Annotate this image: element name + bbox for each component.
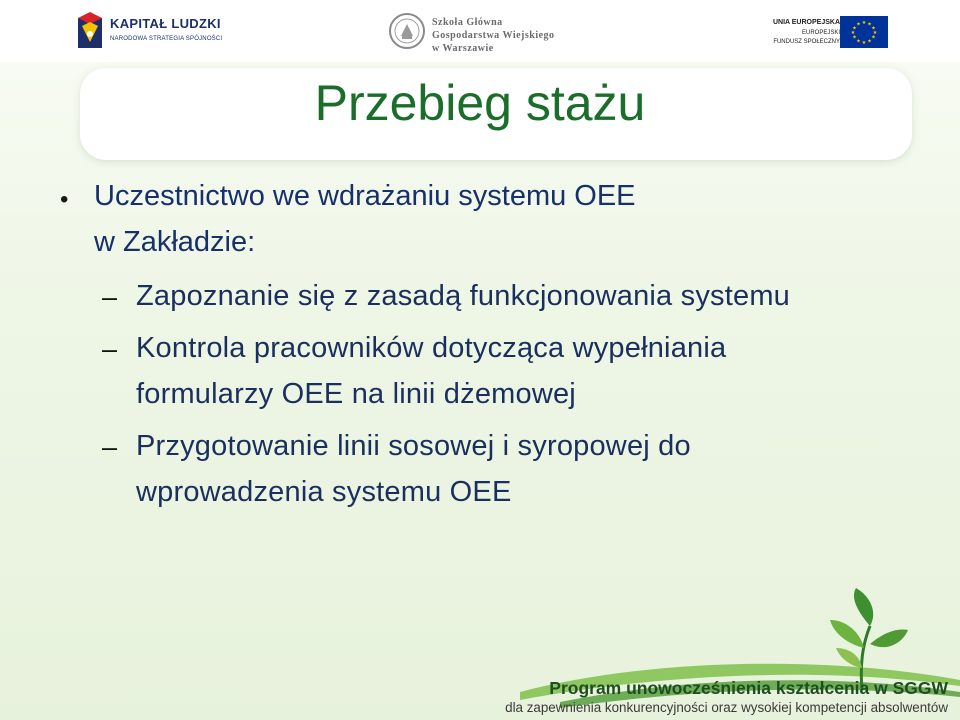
svg-text:★: ★	[852, 25, 857, 32]
subitem-1-line-1: Zapoznanie się z zasadą funkcjonowania systemu	[136, 280, 791, 312]
sggw-seal-icon	[388, 12, 426, 50]
svg-text:★: ★	[867, 21, 872, 28]
sggw-logo	[388, 12, 578, 54]
eu-logo	[768, 12, 898, 52]
subitem-2-line-1: Kontrola pracowników dotycząca wypełniania	[136, 332, 727, 364]
logo-bar	[0, 0, 960, 62]
svg-text:★: ★	[871, 25, 876, 32]
eu-flag-icon	[840, 16, 888, 48]
svg-text:★: ★	[852, 34, 857, 41]
dash-icon: –	[102, 334, 118, 364]
sggw-line-3: w Warszawie	[432, 43, 494, 54]
svg-text:★: ★	[861, 20, 867, 26]
eu-line-1: UNIA EUROPEJSKA	[772, 19, 840, 26]
svg-text:★: ★	[871, 34, 876, 41]
dash-icon: –	[102, 282, 118, 312]
bullet-line-2: w Zakładzie:	[94, 226, 256, 258]
kapital-ludzki-logo	[78, 12, 223, 52]
program-name: Program unowocześnienia kształcenia w SGGW	[549, 678, 948, 698]
slide-title: Przebieg stażu	[314, 75, 646, 131]
svg-text:★: ★	[867, 38, 872, 45]
subitem-3-line-2: wprowadzenia systemu OEE	[136, 476, 512, 508]
kapital-ludzki-name: KAPITAŁ LUDZKI	[110, 16, 221, 31]
bullet-line-1: Uczestnictwo we wdrażaniu systemu OEE	[94, 180, 636, 212]
subitem-2-line-2: formularzy OEE na linii dżemowej	[136, 378, 576, 410]
subitem-3-line-1: Przygotowanie linii sosowej i syropowej do	[136, 430, 691, 462]
eu-line-3: FUNDUSZ SPOŁECZNY	[773, 39, 840, 45]
dash-icon: –	[102, 432, 118, 462]
sggw-line-1: Szkoła Główna	[432, 17, 503, 28]
kapital-ludzki-sub: NARODOWA STRATEGIA SPÓJNOŚCI	[110, 36, 223, 42]
svg-text:★: ★	[861, 40, 867, 46]
sggw-line-2: Gospodarstwa Wiejskiego	[432, 30, 555, 41]
eu-line-2: EUROPEJSKI	[801, 30, 840, 36]
bullet-icon: •	[60, 186, 69, 213]
svg-text:★: ★	[856, 38, 861, 45]
svg-text:★: ★	[856, 21, 861, 28]
program-subtitle: dla zapewnienia konkurencyjności oraz wysokiej kompetencji absolwentów	[505, 700, 948, 715]
svg-text:★: ★	[850, 30, 856, 36]
svg-text:★: ★	[872, 30, 878, 36]
kapital-ludzki-emblem	[78, 12, 104, 50]
